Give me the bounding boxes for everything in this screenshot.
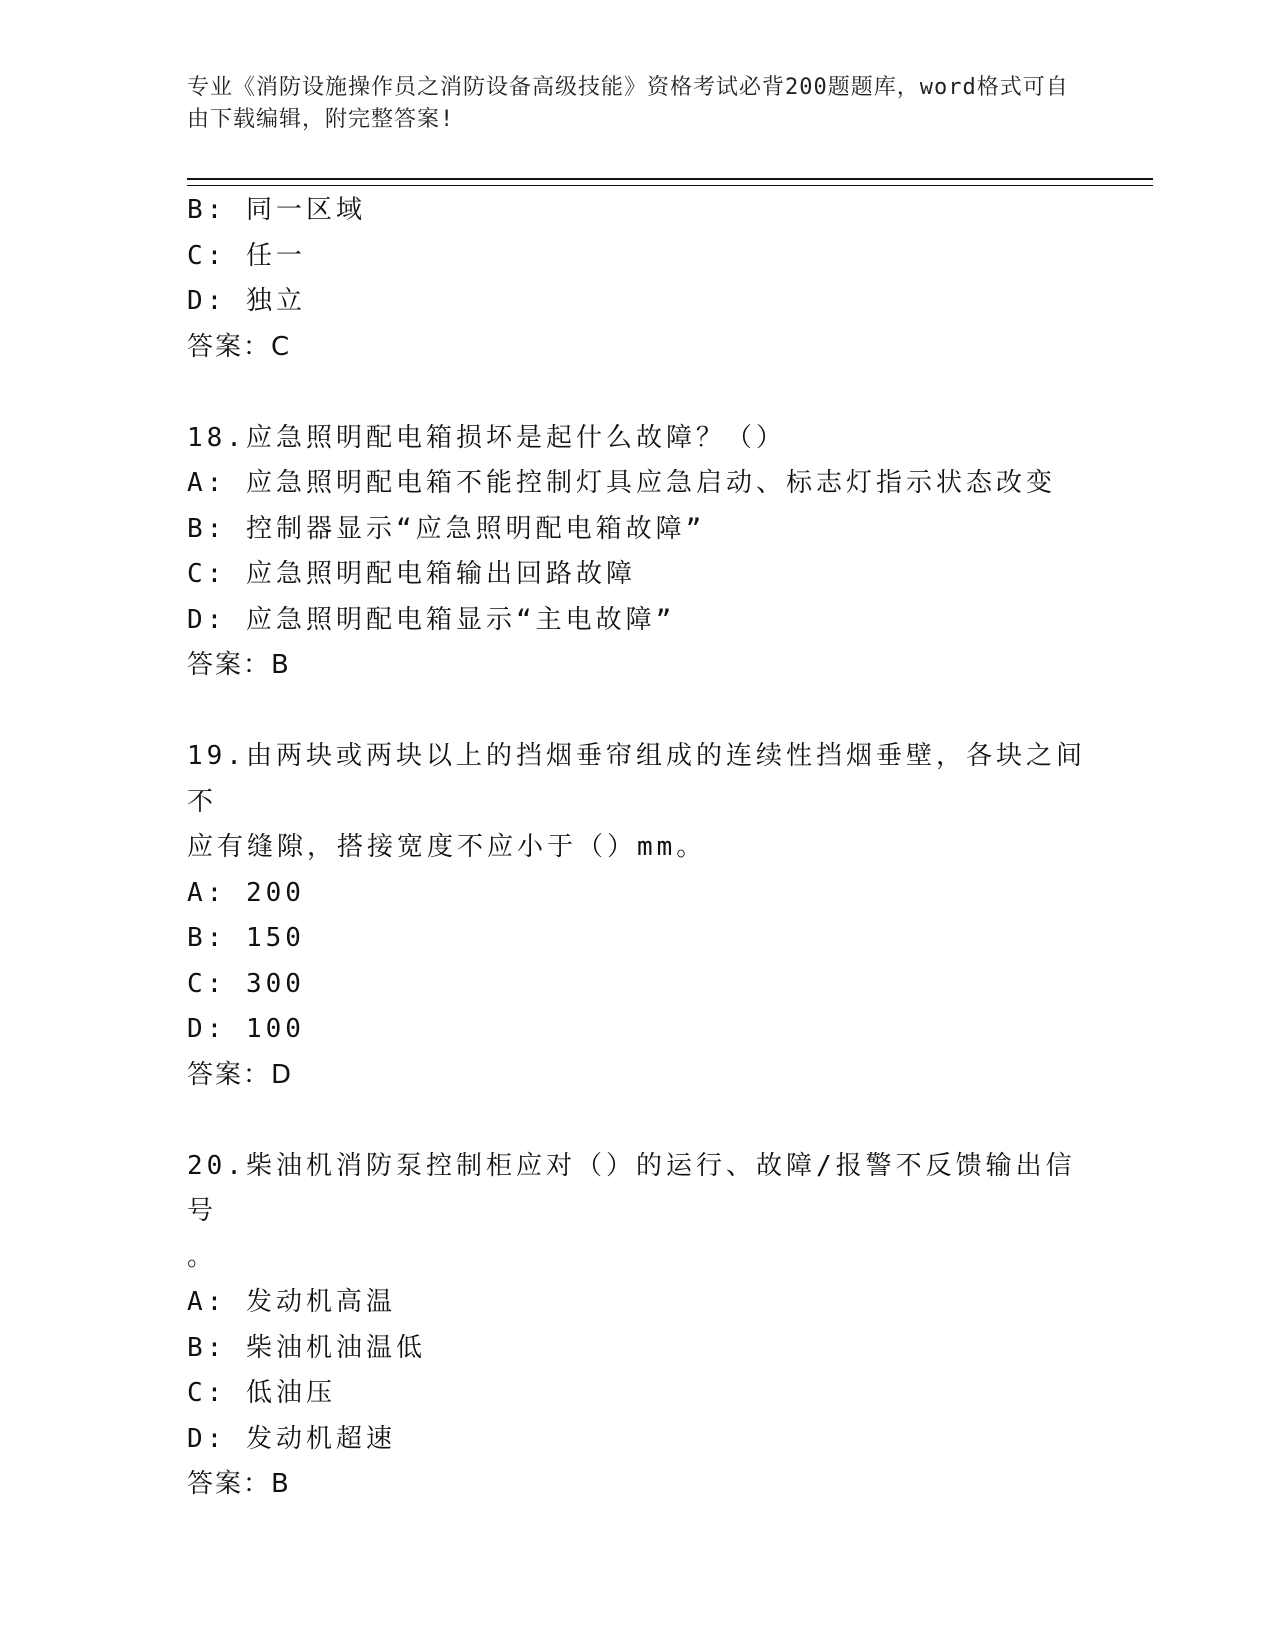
question-19 bbox=[187, 734, 1087, 1098]
option-c: C: 任一 bbox=[187, 240, 306, 271]
option-d: D: 独立 bbox=[187, 286, 306, 316]
question-text: 18.应急照明配电箱损坏是起什么故障？（） bbox=[187, 422, 786, 453]
option-a: A: 应急照明配电箱不能控制灯具应急启动、标志灯指示状态改变 bbox=[187, 468, 1056, 498]
question-20 bbox=[187, 1144, 1087, 1508]
option-c: C: 300 bbox=[187, 968, 305, 999]
question-17-tail bbox=[187, 188, 1087, 370]
option-b: B: 150 bbox=[187, 923, 305, 953]
option-c: C: 应急照明配电箱输出回路故障 bbox=[187, 559, 636, 589]
page-header: 专业《消防设施操作员之消防设备高级技能》资格考试必背200题题库，word格式可自由下载编辑，附完整答案! bbox=[187, 75, 1069, 132]
option-d: D: 100 bbox=[187, 1014, 305, 1044]
header-divider bbox=[187, 178, 1153, 186]
question-text-continued: 应有缝隙，搭接宽度不应小于（）mm。 bbox=[187, 832, 707, 862]
option-b: B: 同一区域 bbox=[187, 195, 366, 225]
option-c: C: 低油压 bbox=[187, 1378, 336, 1408]
option-b: B: 柴油机油温低 bbox=[187, 1332, 426, 1363]
answer: 答案：C bbox=[187, 331, 292, 362]
option-a: A: 200 bbox=[187, 877, 305, 908]
question-text: 19.由两块或两块以上的挡烟垂帘组成的连续性挡烟垂壁，各块之间不 bbox=[187, 741, 1086, 817]
question-text: 20.柴油机消防泵控制柜应对（）的运行、故障/报警不反馈输出信号 bbox=[187, 1150, 1076, 1226]
answer: 答案：B bbox=[187, 650, 291, 680]
question-list bbox=[187, 188, 1087, 1508]
option-a: A: 发动机高温 bbox=[187, 1287, 396, 1317]
option-b: B: 控制器显示“应急照明配电箱故障” bbox=[187, 513, 706, 544]
spacer bbox=[187, 1098, 1087, 1144]
spacer bbox=[187, 370, 1087, 416]
spacer bbox=[187, 689, 1087, 735]
question-text-continued: 。 bbox=[187, 1241, 218, 1272]
question-18 bbox=[187, 416, 1087, 689]
option-d: D: 应急照明配电箱显示“主电故障” bbox=[187, 604, 676, 635]
answer: 答案：B bbox=[187, 1469, 291, 1499]
answer: 答案：D bbox=[187, 1059, 294, 1090]
option-d: D: 发动机超速 bbox=[187, 1423, 396, 1454]
